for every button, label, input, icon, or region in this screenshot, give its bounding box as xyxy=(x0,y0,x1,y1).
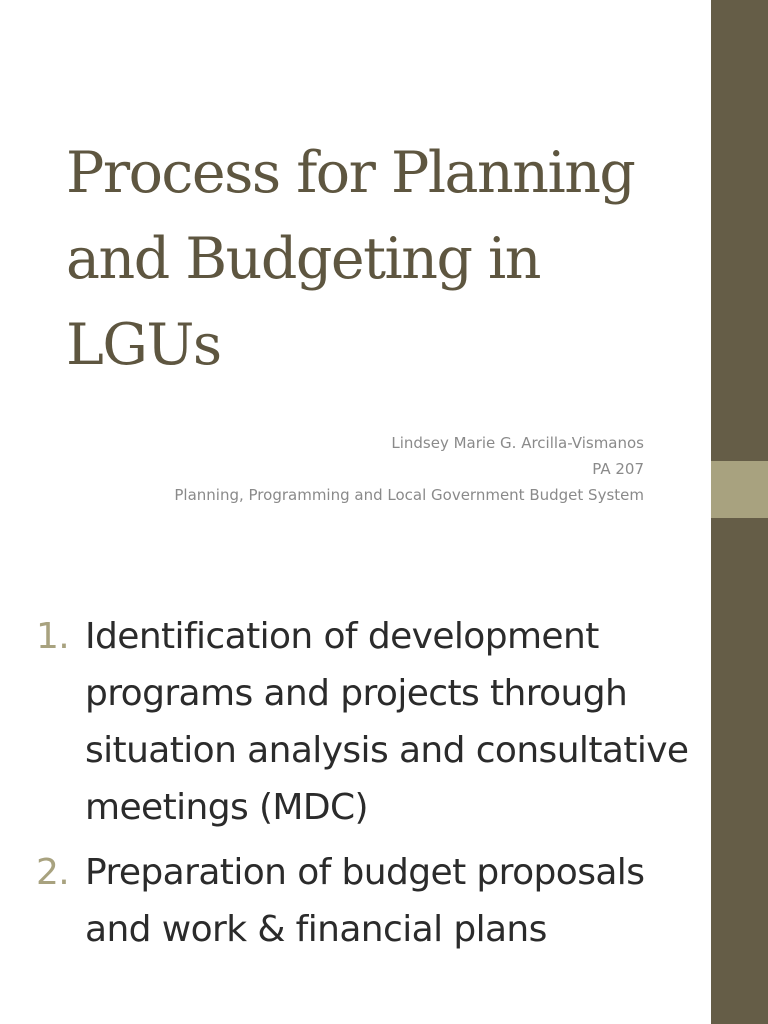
slide-title: Process for Planning and Budgeting in LGUs xyxy=(66,140,635,378)
agenda-number: 1. xyxy=(36,616,70,657)
course-title: Planning, Programming and Local Government Budget System xyxy=(174,486,644,504)
slide-subtitle xyxy=(100,430,644,508)
course-code: PA 207 xyxy=(592,460,644,478)
agenda-item xyxy=(36,844,696,958)
author-name: Lindsey Marie G. Arcilla-Vismanos xyxy=(391,434,644,452)
agenda-item xyxy=(36,608,696,836)
agenda-number: 2. xyxy=(36,852,70,893)
agenda-list xyxy=(36,608,696,966)
agenda-text: Preparation of budget proposals and work & financial plans xyxy=(85,852,645,950)
agenda-text: Identification of development programs and projects through situation analysis and consultative meetings (MDC) xyxy=(85,616,689,828)
side-accent-block xyxy=(711,461,768,518)
